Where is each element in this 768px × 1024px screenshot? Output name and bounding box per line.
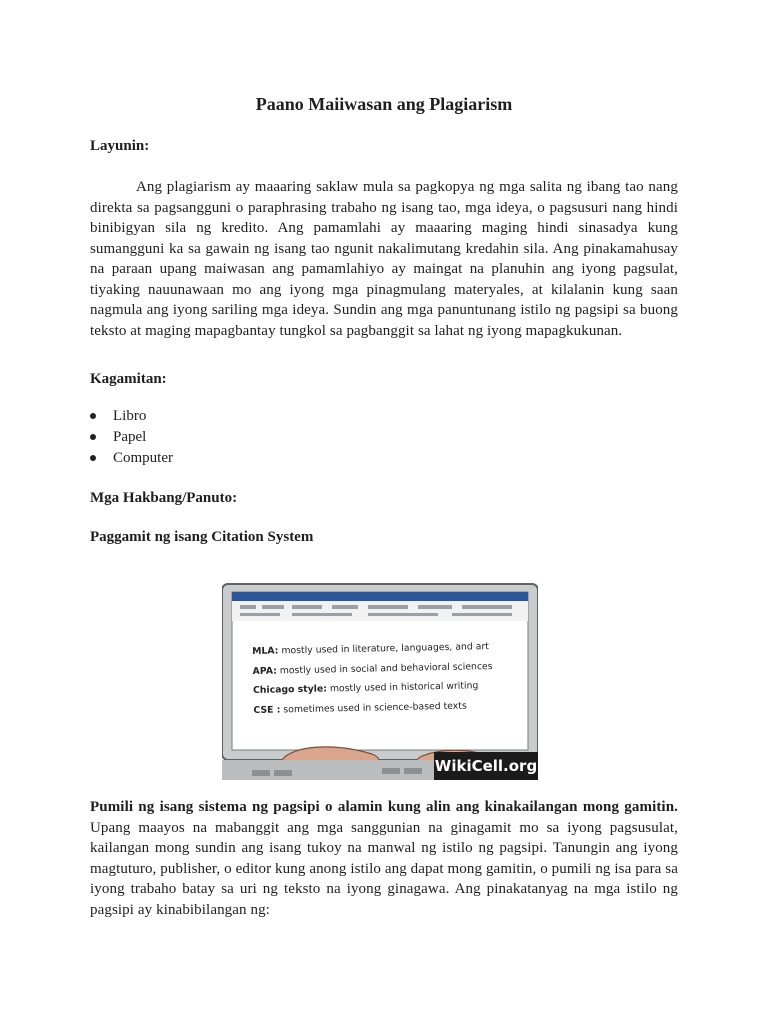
list-item: Papel [90, 427, 173, 448]
citation-style-cse: CSE : sometimes used in science-based texts [253, 700, 467, 716]
citation-styles-text [252, 636, 534, 720]
step1-text: Upang maayos na mabanggit ang mga sanggunian na ginagamit mo sa iyong pagsusulat, kailangan mong sundin ang isang tukoy na manwal ng istilo ng pagsipi. Tanungin ang iyong magtuturo, publisher, o editor kung anong istilo ang dapat mong gamitin, o pumili ng isa para sa iyong trabaho batay sa uri ng teksto na iyong ginagawa. Ang pinakatanyag na mga istilo ng pagsipi ay kinabibilangan ng: [90, 819, 678, 918]
objective-heading: Layunin: [90, 138, 150, 154]
citation-style-mla: MLA: mostly used in literature, languages, and art [252, 641, 489, 657]
bullet-icon [90, 434, 96, 440]
citation-style-apa: APA: mostly used in social and behavioral sciences [252, 660, 493, 677]
objective-text: Ang plagiarism ay maaaring saklaw mula sa pagkopya ng mga salita ng ibang tao nang direkta sa pagsangguni o paraphrasing trabaho ng isang tao, mga ideya, o pagsusuri nang hindi binibigyan sila ng kredito. Ang pamamlahi ay maaaring maging hindi sinasadya kung sumangguni ka sa gawain ng isang tao ngunit nakalimutang kredahin sila. Ang pinakamahusay na paraan upang maiwasan ang pamamlahiyo ay maingat na planuhin ang iyong pagsulat, tiyaking nauunawaan mo ang iyong mga pinagmulang materyales, at kilalanin kung saan nagmula ang iyong sariling mga ideya. Sundin ang mga panuntunang istilo ng pagsipi sa buong teksto at maging mapagbantay tungkol sa pagbanggit sa lahat ng iyong mapagkukunan. [90, 179, 678, 339]
watermark-logo: WikiCell.org [434, 752, 538, 780]
step1-paragraph [90, 797, 678, 920]
steps-heading: Mga Hakbang/Panuto: [90, 490, 238, 506]
list-item: Computer [90, 448, 173, 469]
step1-title: Pumili ng isang sistema ng pagsipi o alamin kung alin ang kinakailangan mong gamitin. [90, 799, 678, 815]
objective-paragraph [90, 177, 678, 341]
citation-styles-illustration [222, 582, 538, 780]
document-title: Paano Maiiwasan ang Plagiarism [255, 94, 513, 114]
section-heading: Paggamit ng isang Citation System [90, 529, 314, 545]
materials-list [90, 406, 173, 469]
materials-heading: Kagamitan: [90, 371, 167, 387]
citation-style-chicago: Chicago style: mostly used in historical writing [252, 680, 479, 696]
bullet-icon [90, 413, 96, 419]
bullet-icon [90, 455, 96, 461]
list-item: Libro [90, 406, 173, 427]
